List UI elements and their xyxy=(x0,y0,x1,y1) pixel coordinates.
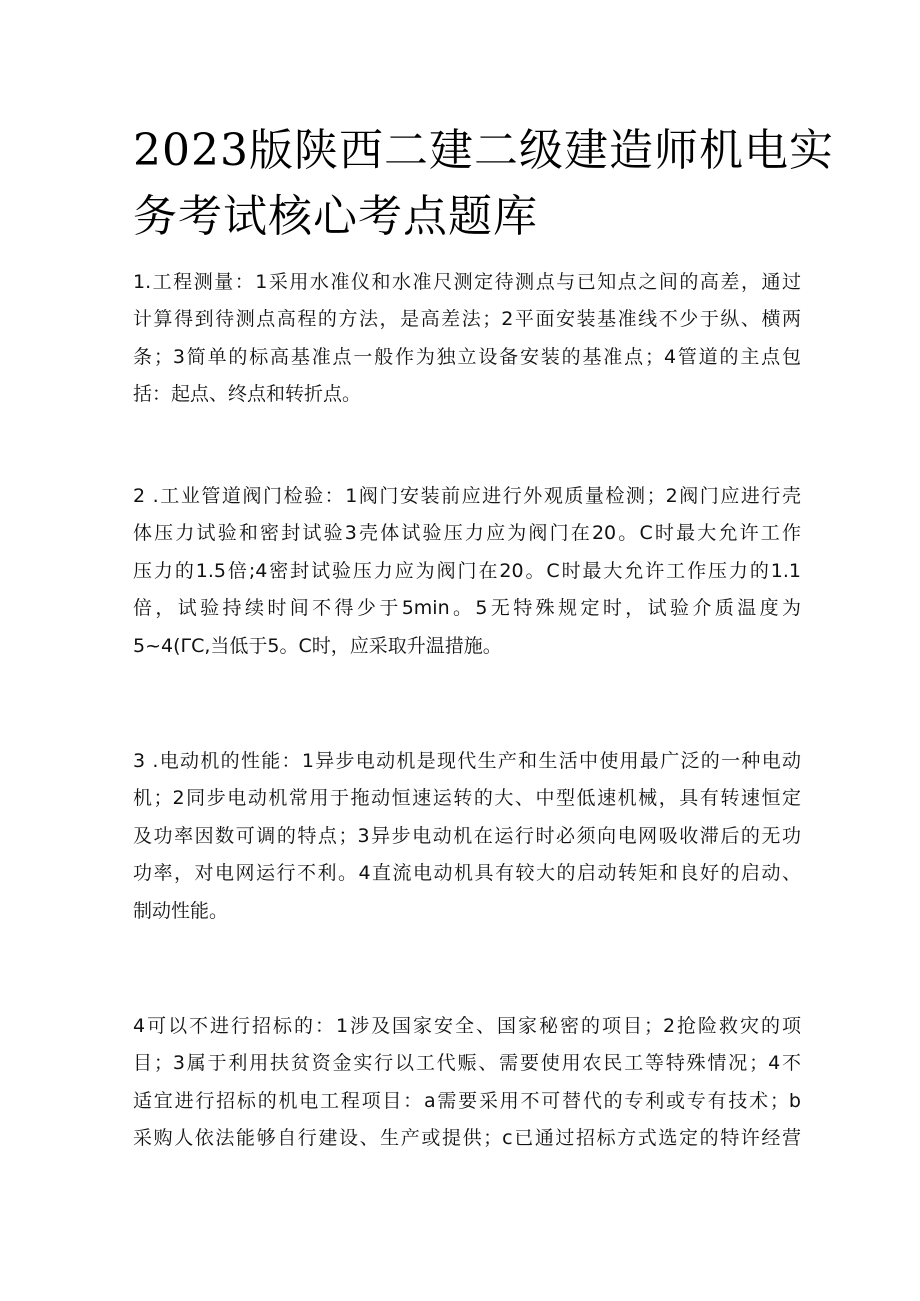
paragraph-valve-inspection xyxy=(133,478,801,665)
text-line: 计算得到待测点高程的方法，是高差法；2平面安装基准线不少于纵、横两 xyxy=(133,308,801,331)
text-line: 2 .工业管道阀门检验：1阀门安装前应进行外观质量检测；2阀门应进行壳 xyxy=(133,485,801,507)
text-line: 括：起点、终点和转折点。 xyxy=(133,383,362,406)
text-line: 功率，对电网运行不利。4直流电动机具有较大的启动转矩和良好的启动、 xyxy=(133,862,801,885)
text-line: 3 .电动机的性能：1异步电动机是现代生产和生活中使用最广泛的一种电动 xyxy=(133,750,801,772)
document-title xyxy=(133,118,834,250)
text-line: 及功率因数可调的特点；3异步电动机在运行时必须向电网吸收滞后的无功 xyxy=(133,824,801,847)
text-line: 制动性能。 xyxy=(133,899,229,922)
title-line: 2023版陕西二建二级建造师机电实 xyxy=(133,125,834,176)
text-line: 压力的1.5倍;4密封试验压力应为阀门在20。C时最大允许工作压力的1.1 xyxy=(133,559,801,582)
text-line: 机；2同步电动机常用于拖动恒速运转的大、中型低速机械，具有转速恒定 xyxy=(133,787,801,810)
text-line: 目；3属于利用扶贫资金实行以工代赈、需要使用农民工等特殊情况；4不 xyxy=(133,1052,801,1075)
paragraph-engineering-survey xyxy=(133,264,801,414)
text-line: 倍，试验持续时间不得少于5min。5无特殊规定时，试验介质温度为 xyxy=(133,597,801,620)
text-line: 1.工程测量：1采用水准仪和水准尺测定待测点与已知点之间的高差，通过 xyxy=(133,271,801,293)
text-line: 采购人依法能够自行建设、生产或提供；c已通过招标方式选定的特许经营 xyxy=(133,1127,801,1150)
text-line: 条；3简单的标高基准点一般作为独立设备安装的基准点；4管道的主点包 xyxy=(133,345,801,368)
paragraph-tender-exemption xyxy=(133,1008,801,1158)
title-line: 务考试核心考点题库 xyxy=(133,191,538,242)
text-line: 5~4(ΓC,当低于5。C时，应采取升温措施。 xyxy=(133,634,502,657)
paragraph-motor-performance xyxy=(133,743,801,930)
text-line: 适宜进行招标的机电工程项目：a需要采用不可替代的专利或专有技术；b xyxy=(133,1089,801,1112)
text-line: 体压力试验和密封试验3壳体试验压力应为阀门在20。C时最大允许工作 xyxy=(133,522,801,545)
text-line: 4可以不进行招标的：1涉及国家安全、国家秘密的项目；2抢险救灾的项 xyxy=(133,1015,801,1037)
